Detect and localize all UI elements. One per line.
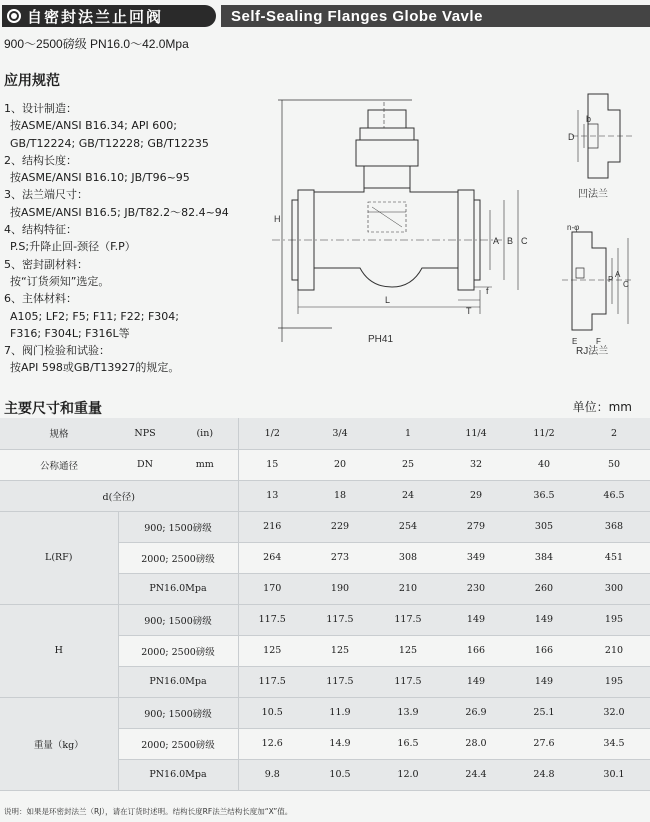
- recess-flange-detail: [572, 94, 632, 178]
- rj-flange-detail: [562, 232, 632, 330]
- row-label-cell: PN16.0Mpa: [118, 759, 238, 790]
- row-label-cell: 2000; 2500磅级: [118, 728, 238, 759]
- title-chinese: 自密封法兰止回阀: [27, 7, 164, 26]
- value-cell: 16.5: [374, 728, 442, 759]
- value-cell: 46.5: [578, 480, 650, 511]
- value-cell: 125: [374, 635, 442, 666]
- table-row: [0, 697, 650, 728]
- valve-body-outline: [272, 100, 518, 342]
- spec-line: 4、结构特征：: [4, 223, 77, 237]
- value-cell: 20: [306, 449, 374, 480]
- dim-a2-label: A: [615, 270, 621, 279]
- dim-p-label: P: [608, 275, 614, 284]
- table-row: [0, 418, 650, 449]
- value-cell: 3/4: [306, 418, 374, 449]
- value-cell: 32: [442, 449, 510, 480]
- spec-line: GB/T12224; GB/T12228; GB/T12235: [10, 136, 209, 150]
- value-cell: 18: [306, 480, 374, 511]
- value-cell: 308: [374, 542, 442, 573]
- value-cell: 117.5: [238, 604, 306, 635]
- footnote: 说明：如果是环密封法兰（RJ），请在订货时述明。结构长度RF法兰结构长度加“X”值。: [4, 807, 293, 816]
- value-cell: 13.9: [374, 697, 442, 728]
- value-cell: 36.5: [510, 480, 578, 511]
- dim-f2-label: F: [596, 337, 601, 346]
- value-cell: 117.5: [306, 666, 374, 697]
- value-cell: 9.8: [238, 759, 306, 790]
- dim-h-label: H: [274, 214, 281, 224]
- dim-b-label: B: [507, 236, 514, 246]
- spec-line: F316; F304L; F316L等: [10, 326, 130, 340]
- pressure-class-subtitle: 900～2500磅级 PN16.0～42.0Mpa: [4, 37, 189, 51]
- group-name-cell: L(RF): [0, 511, 118, 604]
- spec-line: 6、主体材料：: [4, 292, 77, 306]
- value-cell: 305: [510, 511, 578, 542]
- value-cell: 451: [578, 542, 650, 573]
- value-cell: 25: [374, 449, 442, 480]
- spec-line: 按ASME/ANSI B16.34; API 600;: [10, 119, 177, 133]
- dim-e-label: E: [572, 337, 578, 346]
- value-cell: 50: [578, 449, 650, 480]
- unit-label: 单位：mm: [572, 400, 632, 414]
- dim-a-label: A: [493, 236, 500, 246]
- dim-c-label: C: [521, 236, 528, 246]
- dim-d-label: D: [568, 132, 575, 142]
- spec-line: 2、结构长度：: [4, 153, 77, 167]
- spec-line: 按API 598或GB/T13927的规定。: [10, 361, 180, 375]
- value-cell: 149: [442, 666, 510, 697]
- value-cell: 28.0: [442, 728, 510, 759]
- value-cell: 190: [306, 573, 374, 604]
- dn-name-cell: 公称通径: [0, 449, 118, 480]
- value-cell: 195: [578, 604, 650, 635]
- title-en-box: [221, 5, 650, 27]
- dim-t-label: T: [466, 306, 472, 316]
- row-label-cell: 900; 1500磅级: [118, 697, 238, 728]
- title-cn-box: [2, 5, 216, 27]
- value-cell: 13: [238, 480, 306, 511]
- row-label-cell: PN16.0Mpa: [118, 666, 238, 697]
- group-name-cell: 重量（kg）: [0, 697, 118, 790]
- d-label-cell: d(全径): [0, 480, 238, 511]
- spec-line: P.S;升降止回-颈径（F.P）: [10, 240, 136, 254]
- dim-n-label: n-φ: [567, 223, 580, 232]
- value-cell: 273: [306, 542, 374, 573]
- row-label-cell: 900; 1500磅级: [118, 511, 238, 542]
- spec-line: A105; LF2; F5; F11; F22; F304;: [10, 309, 179, 323]
- value-cell: 24.8: [510, 759, 578, 790]
- dim-l-label: L: [385, 295, 391, 305]
- value-cell: 40: [510, 449, 578, 480]
- spec-line: 按ASME/ANSI B16.5; JB/T82.2～82.4~94: [10, 205, 229, 219]
- value-cell: 24: [374, 480, 442, 511]
- value-cell: 279: [442, 511, 510, 542]
- value-cell: 210: [578, 635, 650, 666]
- value-cell: 25.1: [510, 697, 578, 728]
- row-label-cell: 900; 1500磅级: [118, 604, 238, 635]
- value-cell: 117.5: [374, 666, 442, 697]
- dn-label-cell: DN: [118, 449, 172, 480]
- value-cell: 12.6: [238, 728, 306, 759]
- table-row: [0, 480, 650, 511]
- value-cell: 149: [510, 604, 578, 635]
- value-cell: 229: [306, 511, 374, 542]
- value-cell: 117.5: [306, 604, 374, 635]
- value-cell: 166: [510, 635, 578, 666]
- value-cell: 216: [238, 511, 306, 542]
- table-row: [0, 449, 650, 480]
- spec-line: 3、法兰端尺寸：: [4, 188, 88, 202]
- valve-drawing: [272, 82, 650, 382]
- value-cell: 30.1: [578, 759, 650, 790]
- value-cell: 170: [238, 573, 306, 604]
- table-heading: 主要尺寸和重量: [4, 401, 102, 417]
- table-row: [0, 511, 650, 542]
- value-cell: 34.5: [578, 728, 650, 759]
- value-cell: 264: [238, 542, 306, 573]
- spec-label-cell: 规格: [0, 418, 118, 449]
- dim-c2-label: C: [623, 280, 629, 289]
- value-cell: 117.5: [374, 604, 442, 635]
- value-cell: 230: [442, 573, 510, 604]
- value-cell: 1/2: [238, 418, 306, 449]
- value-cell: 260: [510, 573, 578, 604]
- recess-flange-label: 凹法兰: [578, 189, 608, 200]
- spec-heading: 应用规范: [4, 73, 60, 89]
- spec-line: 5、密封副材料：: [4, 257, 88, 271]
- dim-f-label: f: [486, 286, 489, 296]
- value-cell: 149: [442, 604, 510, 635]
- value-cell: 254: [374, 511, 442, 542]
- value-cell: 26.9: [442, 697, 510, 728]
- value-cell: 210: [374, 573, 442, 604]
- value-cell: 166: [442, 635, 510, 666]
- spec-line: 按“订货须知”选定。: [10, 274, 110, 288]
- title-english: Self-Sealing Flanges Globe Vavle: [231, 7, 483, 25]
- mm-label-cell: mm: [172, 449, 238, 480]
- group-name-cell: H: [0, 604, 118, 697]
- value-cell: 29: [442, 480, 510, 511]
- value-cell: 15: [238, 449, 306, 480]
- row-label-cell: PN16.0Mpa: [118, 573, 238, 604]
- row-label-cell: 2000; 2500磅级: [118, 635, 238, 666]
- value-cell: 1: [374, 418, 442, 449]
- value-cell: 125: [238, 635, 306, 666]
- value-cell: 11/4: [442, 418, 510, 449]
- spec-line: 7、阀门检验和试验：: [4, 344, 110, 358]
- in-label-cell: (in): [172, 418, 238, 449]
- value-cell: 27.6: [510, 728, 578, 759]
- value-cell: 149: [510, 666, 578, 697]
- dim-b-small-label: b: [586, 114, 592, 124]
- spec-list: [4, 100, 274, 377]
- rj-flange-label: RJ法兰: [576, 346, 609, 357]
- title-banner: [0, 5, 650, 27]
- dimensions-table: [0, 418, 650, 791]
- value-cell: 384: [510, 542, 578, 573]
- spec-line: 1、设计制造：: [4, 102, 77, 115]
- value-cell: 24.4: [442, 759, 510, 790]
- value-cell: 349: [442, 542, 510, 573]
- value-cell: 368: [578, 511, 650, 542]
- value-cell: 32.0: [578, 697, 650, 728]
- value-cell: 11/2: [510, 418, 578, 449]
- table-row: [0, 604, 650, 635]
- value-cell: 300: [578, 573, 650, 604]
- value-cell: 117.5: [238, 666, 306, 697]
- model-label-ph41: PH41: [368, 334, 394, 345]
- value-cell: 11.9: [306, 697, 374, 728]
- value-cell: 125: [306, 635, 374, 666]
- value-cell: 12.0: [374, 759, 442, 790]
- value-cell: 14.9: [306, 728, 374, 759]
- value-cell: 10.5: [306, 759, 374, 790]
- nps-label-cell: NPS: [118, 418, 172, 449]
- bullet-circle-icon: [7, 9, 21, 23]
- value-cell: 2: [578, 418, 650, 449]
- row-label-cell: 2000; 2500磅级: [118, 542, 238, 573]
- value-cell: 10.5: [238, 697, 306, 728]
- value-cell: 195: [578, 666, 650, 697]
- spec-line: 按ASME/ANSI B16.10; JB/T96~95: [10, 171, 190, 185]
